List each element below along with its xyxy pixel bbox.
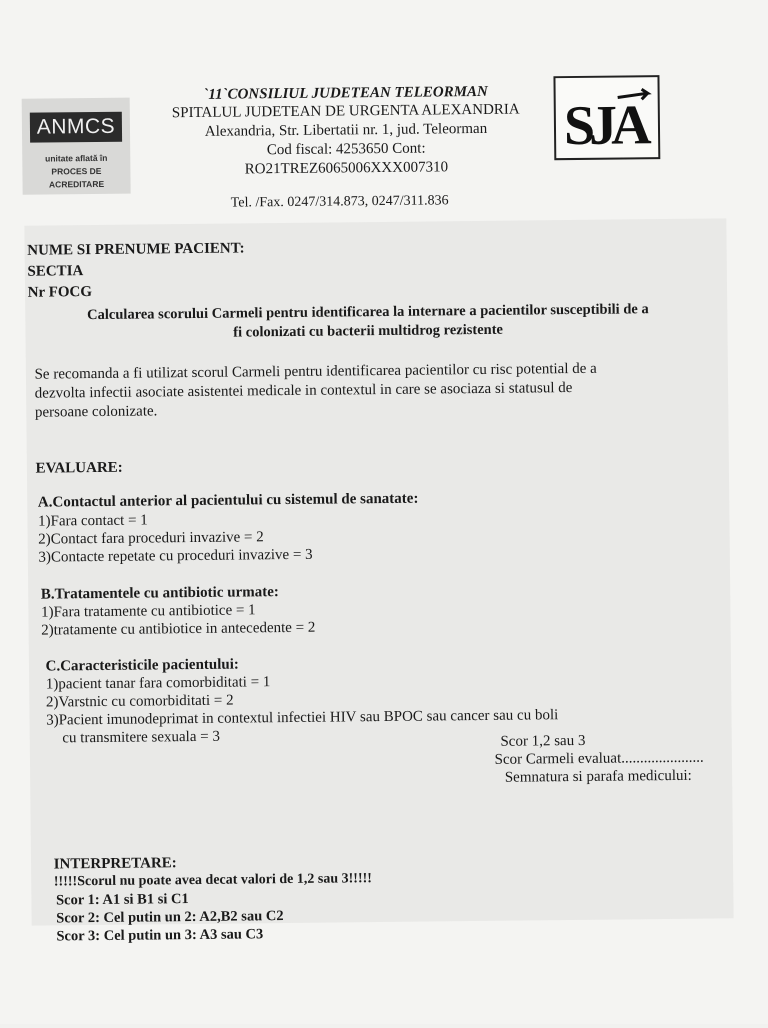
score-values: Scor 1,2 sau 3 — [500, 732, 586, 750]
section-a-heading: A.Contactul anterior al pacientului cu sistemul de sanatate: — [37, 490, 419, 511]
evaluation-heading: EVALUARE: — [35, 459, 123, 477]
interpretation-heading: INTERPRETARE: — [53, 855, 177, 873]
header-address: Alexandria, Str. Libertatii nr. 1, jud. Teleorman — [204, 120, 488, 140]
intro-line-1: Se recomanda a fi utilizat scorul Carmeli pentru identificarea pacientilor cu risc potential de a — [34, 360, 597, 383]
focg-label: Nr FOCG — [27, 284, 93, 301]
section-a-item-1: 1)Fara contact = 1 — [37, 512, 148, 530]
anmcs-logo — [22, 98, 131, 195]
interpretation-score-1: Scor 1: A1 si B1 si C1 — [55, 891, 189, 909]
patient-name-label: NUME SI PRENUME PACIENT: — [27, 240, 245, 259]
section-c-item-3-cont: cu transmitere sexuala = 3 — [62, 728, 221, 747]
signature-label: Semnatura si parafa medicului: — [504, 767, 692, 786]
section-b-item-2: 2)tratamente cu antibiotice in antecedente = 2 — [41, 619, 316, 639]
section-b-item-1: 1)Fara tratamente cu antibiotice = 1 — [40, 602, 256, 621]
anmcs-sub-line-2: PROCES DE ACREDITARE — [48, 165, 105, 190]
interpretation-score-2: Scor 2: Cel putin un 2: A2,B2 sau C2 — [56, 908, 284, 927]
sja-logo-text: SJA — [563, 94, 646, 158]
header-fiscal-code: Cod fiscal: 4253650 Cont: — [266, 140, 426, 159]
document-title-line-1: Calcularea scorului Carmeli pentru identificarea la internare a pacientilor susceptibili de a — [87, 301, 649, 324]
header-account: RO21TREZ6065006XXX007310 — [244, 159, 449, 178]
interpretation-score-3: Scor 3: Cel putin un 3: A3 sau C3 — [56, 926, 264, 945]
intro-line-2: dezvolta infectii asociate asistentei medicale in contextul in care se asociaza si statusul de — [34, 380, 573, 402]
anmcs-logo-text: ANMCS — [30, 112, 122, 143]
header-council: `11`CONSILIUL JUDETEAN TELEORMAN — [203, 83, 488, 103]
section-c-item-2: 2)Varstnic cu comorbiditati = 2 — [45, 692, 234, 711]
section-label: SECTIA — [27, 263, 84, 280]
section-a-item-3: 3)Contacte repetate cu proceduri invazive = 3 — [38, 546, 313, 566]
header-phone: Tel. /Fax. 0247/314.873, 0247/311.836 — [230, 193, 449, 211]
sja-logo — [553, 75, 660, 160]
interpretation-warning: !!!!!Scorul nu poate avea decat valori de 1,2 sau 3!!!!! — [53, 871, 372, 890]
score-evaluated: Scor Carmeli evaluat...................... — [494, 749, 704, 768]
section-c-item-3: 3)Pacient imunodeprimat in contextul infectiei HIV sau BPOC sau cancer sau cu boli — [46, 707, 559, 729]
section-c-heading: C.Caracteristicile pacientului: — [45, 656, 239, 675]
anmcs-logo-subtitle — [26, 152, 126, 192]
anmcs-sub-line-1: unitate aflată în — [45, 152, 108, 164]
header-hospital: SPITALUL JUDETEAN DE URGENTA ALEXANDRIA — [171, 101, 520, 122]
section-a-item-2: 2)Contact fara proceduri invazive = 2 — [38, 529, 264, 548]
section-c-item-1: 1)pacient tanar fara comorbiditati = 1 — [45, 674, 271, 693]
intro-line-3: persoane colonizate. — [34, 403, 158, 421]
section-b-heading: B.Tratamentele cu antibiotic urmate: — [40, 584, 279, 603]
document-title-line-2: fi colonizati cu bacterii multidrog rezistente — [233, 321, 504, 341]
